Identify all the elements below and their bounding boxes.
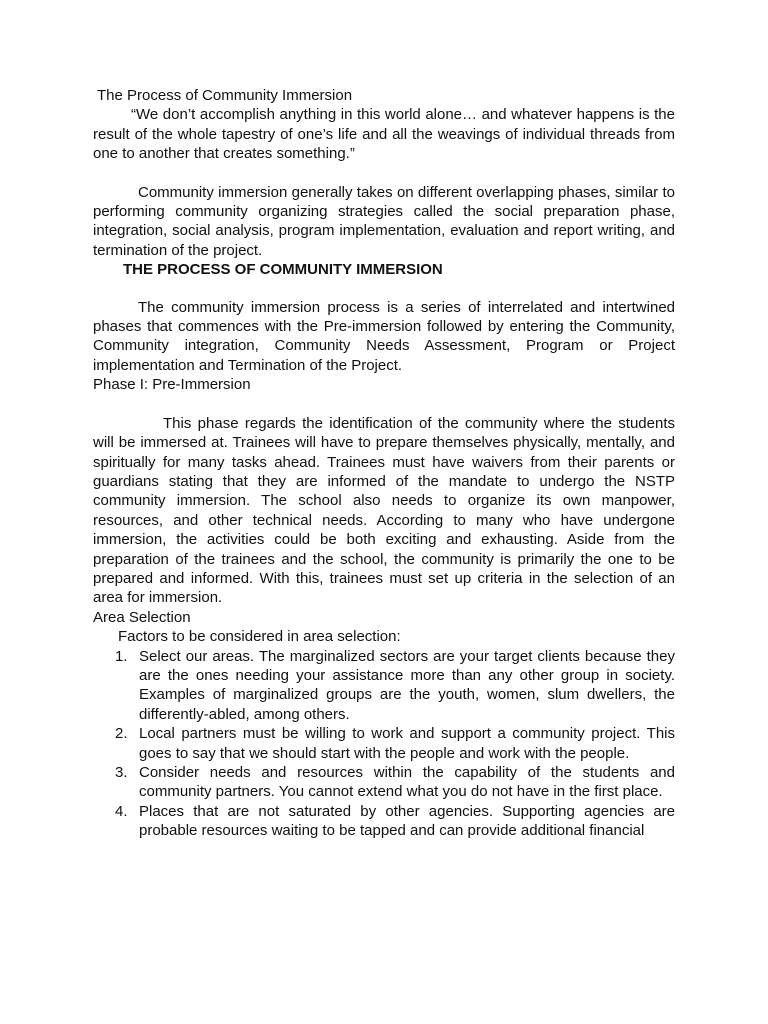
list-item-number: 2. [115, 725, 128, 743]
area-selection-label: Area Selection [93, 608, 191, 626]
list-item-number: 3. [115, 764, 128, 781]
intro-paragraph: Community immersion generally takes on different overlapping phases, similar to performing community organizing strategies called the social preparation phase, integration, social analysis, program implementation, evaluation and report writing, and termination of the project. [93, 183, 675, 259]
list-item [93, 724, 675, 763]
process-paragraph: The community immersion process is a series of interrelated and intertwined phases that commences with the Pre-immersion followed by entering the Community, Community integration, Community Needs Assessment, Program or Project implementation and Termination of the Project. [93, 298, 675, 374]
factors-list [93, 647, 675, 841]
document-title: The Process of Community Immersion [97, 87, 353, 104]
section-heading: THE PROCESS OF COMMUNITY IMMERSION [123, 261, 443, 279]
list-item-text: Places that are not saturated by other agencies. Supporting agencies are probable resources waiting to be tapped and can provide additional financial [139, 802, 675, 840]
list-item-text: Select our areas. The marginalized sectors are your target clients because they are the ones needing your assistance more than any other group in society. Examples of marginalized groups are the youth, women, slum dwellers, the differently-abled, among others. [139, 647, 675, 723]
list-item [93, 802, 675, 841]
list-item-text: Local partners must be willing to work and support a community project. This goes to say that we should start with the people and work with the people. [139, 725, 675, 762]
list-item-number: 4. [115, 802, 128, 820]
list-item-text: Consider needs and resources within the capability of the students and community partners. You cannot extend what you do not have in the first place. [139, 764, 675, 801]
factors-intro: Factors to be considered in area selection: [118, 628, 401, 646]
document-page [93, 86, 675, 841]
opening-quote: “We don’t accomplish anything in this world alone… and whatever happens is the result of the whole tapestry of one’s life and all the weavings of individual threads from one to another that creates something.” [93, 106, 675, 163]
list-item [93, 763, 675, 802]
phase-paragraph: This phase regards the identification of the community where the students will be immersed at. Trainees will have to prepare themselves physically, mentally, and spiritually for many tasks ahead. Trainees must have waivers from their parents or guardians stating that they are informed of the mandate to undergo the NSTP community immersion. The school also needs to organize its own manpower, resources, and other technical needs. According to many who have undergone immersion, the activities could be both exciting and exhausting. Aside from the preparation of the trainees and the school, the community is primarily the one to be prepared and informed. With this, trainees must set up criteria in the selection of an area for immersion. [93, 414, 675, 607]
list-item [93, 647, 675, 725]
phase-label: Phase I: Pre-Immersion [93, 376, 251, 394]
list-item-number: 1. [115, 647, 128, 665]
